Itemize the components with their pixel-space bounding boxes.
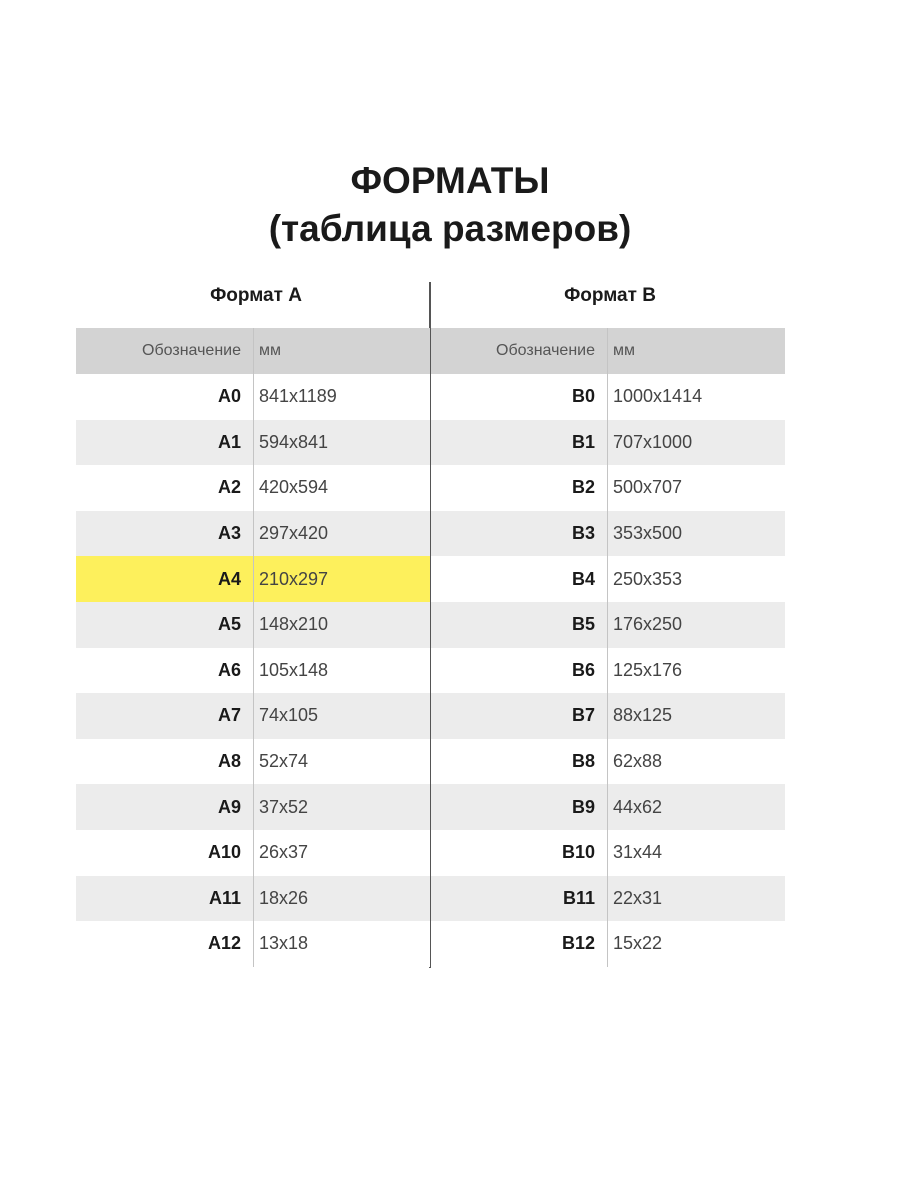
format-name: A4 bbox=[217, 568, 241, 589]
format-a-heading: Формат А bbox=[210, 285, 302, 306]
format-name: A7 bbox=[217, 705, 241, 726]
format-a-table bbox=[76, 328, 430, 967]
column-separator bbox=[607, 465, 608, 511]
table-row bbox=[431, 374, 785, 420]
format-size: 176x250 bbox=[613, 614, 683, 635]
column-separator bbox=[607, 830, 608, 876]
format-size: 297x420 bbox=[259, 523, 329, 544]
table-header-row bbox=[431, 328, 785, 374]
format-size: 500x707 bbox=[613, 477, 683, 498]
table-row bbox=[431, 693, 785, 739]
table-row bbox=[76, 921, 430, 967]
column-separator bbox=[253, 602, 254, 648]
format-name: B10 bbox=[561, 842, 595, 863]
column-separator bbox=[607, 511, 608, 557]
format-size: 74x105 bbox=[259, 705, 319, 726]
column-separator bbox=[607, 921, 608, 967]
column-separator bbox=[253, 511, 254, 557]
table-row bbox=[76, 511, 430, 557]
column-separator bbox=[607, 693, 608, 739]
table-row bbox=[431, 420, 785, 466]
table-row bbox=[431, 830, 785, 876]
format-name: A5 bbox=[217, 614, 241, 635]
header-mm: мм bbox=[259, 342, 281, 359]
format-name: A2 bbox=[217, 477, 241, 498]
format-name: B1 bbox=[571, 431, 595, 452]
column-separator bbox=[253, 830, 254, 876]
table-row bbox=[76, 648, 430, 694]
format-name: B12 bbox=[561, 933, 595, 954]
column-separator bbox=[607, 602, 608, 648]
table-row bbox=[431, 465, 785, 511]
format-size: 13x18 bbox=[259, 933, 309, 954]
table-row bbox=[76, 420, 430, 466]
table-row-highlighted bbox=[76, 556, 430, 602]
table-row bbox=[76, 830, 430, 876]
header-designation: Обозначение bbox=[142, 342, 241, 359]
format-size: 22x31 bbox=[613, 887, 663, 908]
format-size: 210x297 bbox=[259, 568, 329, 589]
format-name: B8 bbox=[571, 751, 595, 772]
column-separator bbox=[607, 784, 608, 830]
format-size: 841x1189 bbox=[259, 386, 337, 407]
format-size: 125x176 bbox=[613, 659, 683, 680]
column-separator bbox=[607, 648, 608, 694]
format-b-table bbox=[431, 328, 785, 967]
column-separator bbox=[253, 374, 254, 420]
table-row bbox=[76, 374, 430, 420]
format-size: 353x500 bbox=[613, 523, 683, 544]
table-row bbox=[76, 876, 430, 922]
format-size: 594x841 bbox=[259, 431, 329, 452]
format-size: 52x74 bbox=[259, 751, 309, 772]
column-separator bbox=[607, 420, 608, 466]
format-name: B2 bbox=[571, 477, 595, 498]
format-size: 37x52 bbox=[259, 796, 309, 817]
format-name: A9 bbox=[217, 796, 241, 817]
format-name: A6 bbox=[217, 659, 241, 680]
format-name: A0 bbox=[217, 386, 241, 407]
format-b-heading: Формат В bbox=[564, 285, 656, 306]
table-row bbox=[431, 602, 785, 648]
format-name: B11 bbox=[562, 887, 595, 908]
table-row bbox=[431, 876, 785, 922]
column-separator bbox=[253, 739, 254, 785]
format-size: 15x22 bbox=[613, 933, 663, 954]
format-size: 250x353 bbox=[613, 568, 683, 589]
format-name: A8 bbox=[217, 751, 241, 772]
format-size: 26x37 bbox=[259, 842, 309, 863]
format-size: 105x148 bbox=[259, 659, 329, 680]
column-separator bbox=[607, 739, 608, 785]
header-mm: мм bbox=[613, 342, 635, 359]
format-name: A12 bbox=[207, 933, 241, 954]
column-separator bbox=[607, 328, 608, 374]
format-name: A10 bbox=[207, 842, 241, 863]
table-row bbox=[76, 784, 430, 830]
format-size: 18x26 bbox=[259, 887, 309, 908]
format-size: 420x594 bbox=[259, 477, 329, 498]
column-separator bbox=[253, 921, 254, 967]
format-name: B5 bbox=[571, 614, 595, 635]
table-row bbox=[431, 784, 785, 830]
format-size: 62x88 bbox=[613, 751, 663, 772]
format-size: 31x44 bbox=[613, 842, 663, 863]
column-separator bbox=[253, 465, 254, 511]
format-name: B0 bbox=[571, 386, 595, 407]
format-name: B9 bbox=[571, 796, 595, 817]
table-header-row bbox=[76, 328, 430, 374]
format-name: A3 bbox=[217, 523, 241, 544]
column-separator bbox=[253, 556, 254, 602]
format-size: 44x62 bbox=[613, 796, 663, 817]
page-title: ФОРМАТЫ bbox=[350, 160, 550, 201]
format-size: 707x1000 bbox=[613, 431, 693, 452]
format-size: 1000x1414 bbox=[613, 386, 703, 407]
format-name: B4 bbox=[571, 568, 595, 589]
column-separator bbox=[253, 876, 254, 922]
column-separator bbox=[253, 784, 254, 830]
format-size: 88x125 bbox=[613, 705, 673, 726]
table-row bbox=[431, 739, 785, 785]
format-name: A1 bbox=[217, 431, 241, 452]
page-subtitle: (таблица размеров) bbox=[268, 208, 632, 249]
table-row bbox=[431, 556, 785, 602]
table-row bbox=[431, 511, 785, 557]
table-row bbox=[76, 465, 430, 511]
column-separator bbox=[607, 876, 608, 922]
column-separator bbox=[253, 328, 254, 374]
column-separator bbox=[607, 374, 608, 420]
table-row bbox=[431, 648, 785, 694]
format-name: B6 bbox=[571, 659, 595, 680]
format-size: 148x210 bbox=[259, 614, 329, 635]
table-row bbox=[76, 693, 430, 739]
column-separator bbox=[253, 693, 254, 739]
format-name: B7 bbox=[571, 705, 595, 726]
column-separator bbox=[607, 556, 608, 602]
format-name: A11 bbox=[208, 887, 241, 908]
format-name: B3 bbox=[571, 523, 595, 544]
table-row bbox=[76, 602, 430, 648]
column-separator bbox=[253, 648, 254, 694]
header-designation: Обозначение bbox=[496, 342, 595, 359]
table-row bbox=[431, 921, 785, 967]
table-row bbox=[76, 739, 430, 785]
column-separator bbox=[253, 420, 254, 466]
